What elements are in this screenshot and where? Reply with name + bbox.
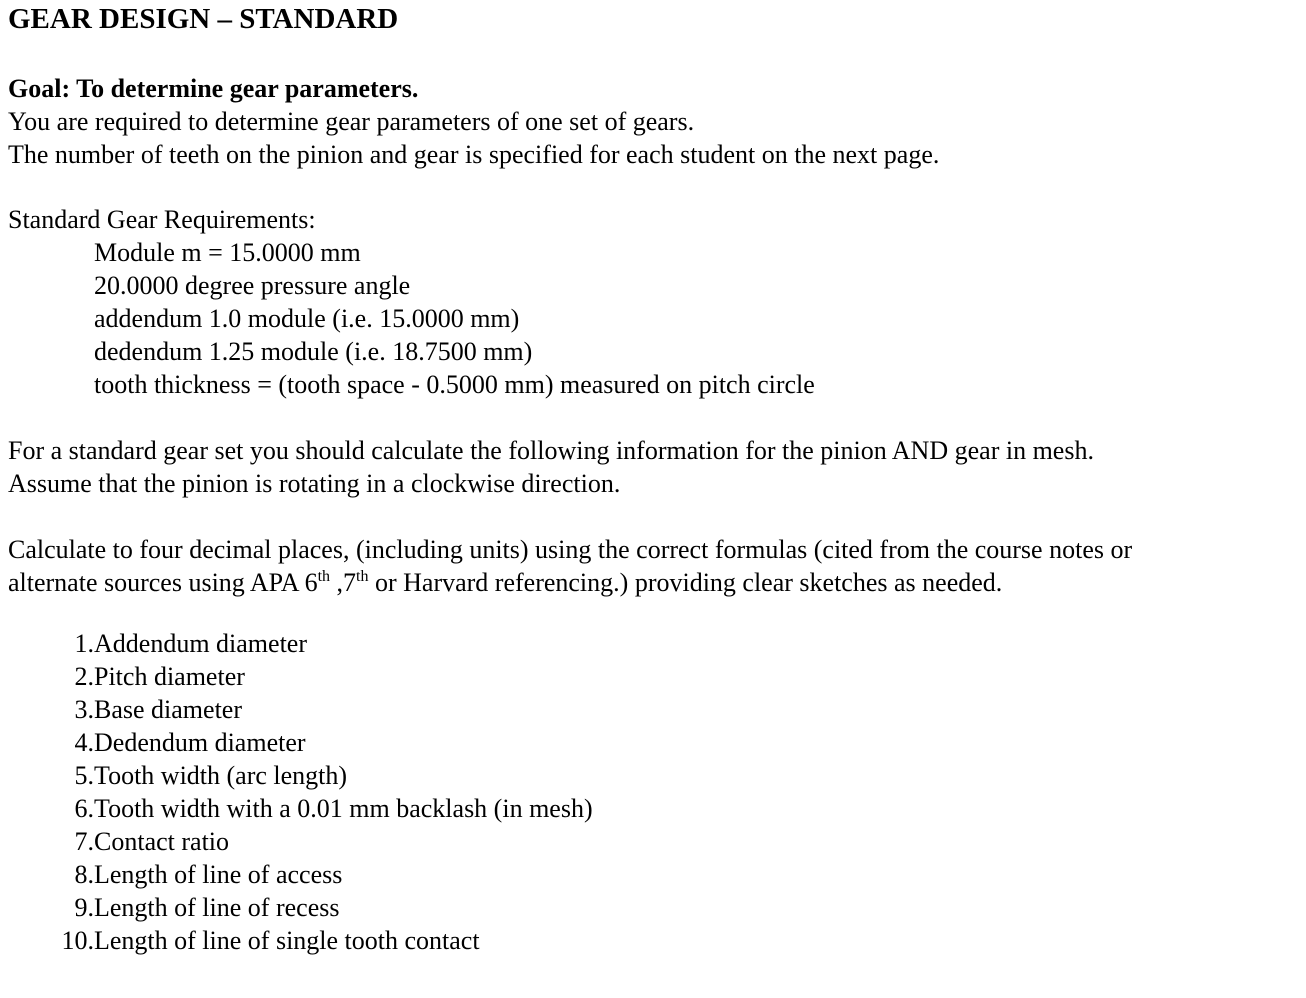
superscript-th-1: th [317,568,331,585]
list-item-label: Contact ratio [94,827,230,856]
list-item-number: 5. [74,761,94,790]
list-item [8,924,1298,957]
list-item [8,627,1298,660]
requirement-tooth-thickness: tooth thickness = (tooth space - 0.5000 mm) measured on pitch circle [94,370,815,399]
list-item-label: Pitch diameter [94,662,245,691]
intro-line-2: The number of teeth on the pinion and gear is specified for each student on the next page. [8,140,940,169]
list-item-number: 1. [74,629,94,658]
list-item-label: Base diameter [94,695,242,724]
list-item [8,858,1298,891]
goal-statement: Goal: To determine gear parameters. [8,74,419,103]
requirement-module: Module m = 15.0000 mm [94,238,361,267]
list-item-number: 10. [61,926,94,955]
instructions-line-1: For a standard gear set you should calculate the following information for the pinion AND gear in mesh. [8,436,1094,465]
list-item-number: 3. [74,695,94,724]
superscript-th-2: th [356,568,369,585]
list-item-label: Dedendum diameter [94,728,306,757]
calculate-text-a: alternate sources using APA 6 [8,568,318,597]
list-item-label: Length of line of single tooth contact [94,926,480,955]
calculate-line-1: Calculate to four decimal places, (including units) using the correct formulas (cited from the course notes or [8,535,1133,564]
requirement-addendum: addendum 1.0 module (i.e. 15.0000 mm) [94,304,520,333]
list-item [8,792,1298,825]
calculate-line-2 [8,566,1298,599]
requirements-list [8,236,1298,401]
list-item [8,891,1298,924]
list-item [8,825,1298,858]
list-item-number: 9. [74,893,94,922]
list-item-number: 6. [74,794,94,823]
list-item [8,759,1298,792]
list-item-number: 4. [74,728,94,757]
requirement-pressure-angle: 20.0000 degree pressure angle [94,271,411,300]
list-item-number: 2. [74,662,94,691]
list-item [8,660,1298,693]
instructions-line-2: Assume that the pinion is rotating in a clockwise direction. [8,469,621,498]
document-title: GEAR DESIGN – STANDARD [8,3,399,35]
list-item [8,726,1298,759]
list-item-number: 8. [74,860,94,889]
list-item-label: Tooth width with a 0.01 mm backlash (in mesh) [94,794,593,823]
document-page [8,0,1298,957]
list-item-label: Addendum diameter [94,629,307,658]
calculate-text-c: or Harvard referencing.) providing clear sketches as needed. [368,568,1003,597]
list-item-label: Length of line of access [94,860,343,889]
list-item-label: Length of line of recess [94,893,340,922]
task-list [8,627,1298,957]
list-item-label: Tooth width (arc length) [94,761,348,790]
list-item-number: 7. [74,827,94,856]
calculate-text-b: ,7 [330,568,357,597]
requirement-dedendum: dedendum 1.25 module (i.e. 18.7500 mm) [94,337,533,366]
requirements-heading: Standard Gear Requirements: [8,205,316,234]
list-item [8,693,1298,726]
intro-line-1: You are required to determine gear parameters of one set of gears. [8,107,695,136]
